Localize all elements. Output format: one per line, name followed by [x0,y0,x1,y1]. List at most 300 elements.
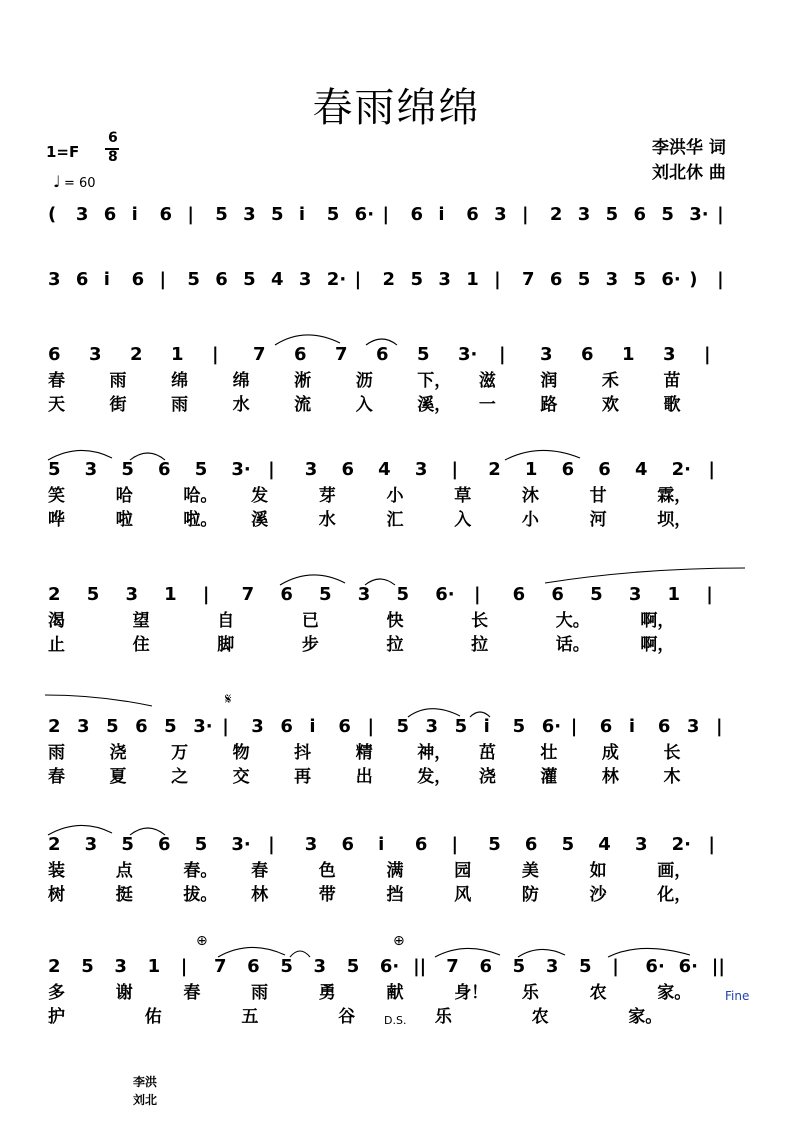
lyric-verse-1: 如 [589,861,607,881]
note: 6· [661,269,681,290]
lyric-verse-2: 挡 [386,885,404,905]
note: 1 [466,269,479,290]
note: 7 [241,584,255,605]
lyric-verse-1: 禾 [601,371,619,391]
note: 4 [378,459,391,480]
lyric-verse-2: 谷 [338,1007,356,1027]
barline: | [717,204,724,225]
lyric-verse-1: 啊， [640,611,675,631]
note: 5 [512,956,526,977]
coda-icon-2: ⊕ [393,933,405,949]
lyric-verse-2: 街 [109,395,127,415]
lyric-verse-2: 乐 [434,1007,452,1027]
barline: | [202,584,210,605]
note: 2 [382,269,396,290]
lyric-verse-2: 水 [232,395,250,415]
coda-icon: ⊕ [196,933,208,949]
note: 5 [215,204,228,225]
lyric-verse-1: 小 [386,486,404,506]
note: i [298,204,306,225]
note: i [628,716,635,737]
lyric-verse-2: 沙 [589,885,607,905]
lyric-verse-2: 话。 [555,635,590,655]
lyric-verse-2: 步 [301,635,319,655]
lyric-verse-2: 风 [454,885,472,905]
lyric-verse-1: 望 [132,611,150,631]
note: i [309,716,316,737]
note: 6· [354,204,375,225]
note: 5 [661,204,674,225]
barline: | [222,716,229,737]
note: 3 [634,834,648,855]
lyric-verse-2: 啊， [640,635,675,655]
note: 3 [304,459,318,480]
note: 3 [125,584,138,605]
note: i [438,204,445,225]
lyric-verse-2: 天 [48,395,65,415]
note: 5 [319,584,332,605]
note: 5 [106,716,119,737]
note: 1 [524,459,538,480]
barline: | [499,344,506,365]
note: 2· [671,459,691,480]
note: 7 [213,956,227,977]
note: 6· [645,956,665,977]
note: 6 [599,716,613,737]
barline: | [704,344,711,365]
lyric-verse-2: 流 [294,395,312,415]
lyric-verse-1: 雨 [109,371,127,391]
note: 7 [446,956,459,977]
lyric-verse-1: 绵 [171,371,189,391]
lyric-verse-1: 茁 [478,743,496,763]
lyric-verse-2: 夏 [109,767,127,787]
lyric-verse-2: 歌 [663,395,681,415]
lyric-verse-2: 住 [132,635,150,655]
barline: | [494,269,501,290]
lyric-verse-1: 春 [48,371,65,391]
note: 6 [338,716,351,737]
lyric-verse-1: 长 [663,743,681,763]
lyric-verse-2: 拉 [386,635,404,655]
lyric-verse-1: 春 [183,983,201,1003]
barline: | [180,956,188,977]
lyric-verse-1: 美 [521,861,539,881]
lyric-verse-2: 树 [48,885,65,905]
note: 3 [686,716,700,737]
barline: | [612,956,619,977]
lyric-verse-1: 长 [471,611,489,631]
note: 6 [376,344,389,365]
lyric-verse-2: 五 [241,1007,259,1027]
lyric-verse-2: 再 [294,767,312,787]
lyric-verse-1: 神， [417,743,452,763]
page-title: 春雨绵绵 [312,85,481,131]
lyric-verse-2: 发， [417,767,452,787]
note: 5 [346,956,360,977]
tempo-marking: = 60 [64,176,96,191]
note: 6 [561,459,575,480]
lyric-verse-1: 芽 [318,486,336,506]
lyric-verse-1: 淅 [294,371,312,391]
lyric-verse-1: 雨 [48,743,65,763]
lyric-verse-1: 农 [589,983,607,1003]
note: 6 [280,584,293,605]
lyric-verse-1: 多 [48,983,65,1003]
lyric-verse-2: 家。 [628,1007,663,1027]
lyric-verse-2: 路 [540,395,558,415]
note: 3 [425,716,439,737]
note: 6 [633,204,646,225]
barline: | [708,834,715,855]
note: 5 [396,584,410,605]
lyric-verse-2: 入 [355,395,373,415]
note: 5 [590,584,603,605]
lyric-verse-2: 水 [318,510,336,530]
lyric-verse-1: 下， [417,371,452,391]
note: 5 [561,834,575,855]
note: 3· [193,716,213,737]
note: 3 [357,584,371,605]
note: 3 [628,584,642,605]
lyric-verse-2: 挺 [115,885,133,905]
note: 5 [164,716,177,737]
lyric-verse-2: 小 [521,510,539,530]
lyric-verse-1: 色 [318,861,336,881]
note: 5 [81,956,94,977]
note: 6 [581,344,594,365]
barline: | [382,204,390,225]
lyric-verse-1: 身！ [454,983,489,1003]
lyric-verse-1: 画， [657,861,692,881]
barline: | [268,834,275,855]
note: 6 [103,204,117,225]
lyric-verse-2: 之 [171,767,189,787]
lyric-verse-2: 春 [48,767,65,787]
barline: || [711,956,725,977]
lyric-verse-2: 溪 [251,510,269,530]
lyric-verse-1: 点 [115,861,133,881]
note: ) [689,269,698,290]
lyric-verse-2: 河 [589,510,607,530]
note: 5 [121,834,134,855]
note: 6 [410,204,423,225]
lyric-verse-1: 哈 [115,486,133,506]
lyric-verse-1: 沐 [521,486,539,506]
lyric-verse-1: 草 [454,486,472,506]
lyric-verse-2: 交 [232,767,250,787]
lyric-verse-1: 满 [386,861,404,881]
lyric-verse-1: 物 [232,743,250,763]
note: 3 [89,344,102,365]
note: 5 [121,459,134,480]
lyric-verse-2: 林 [251,885,269,905]
note: 2 [130,344,143,365]
lyric-verse-1: 乐 [521,983,539,1003]
note: 1 [147,956,161,977]
lyric-verse-1: 苗 [663,371,681,391]
note: 6 [479,956,492,977]
note: 6 [280,716,293,737]
note: 2 [549,204,563,225]
lyric-verse-2: 佑 [144,1007,162,1027]
note: 3 [545,956,559,977]
lyric-verse-2: 拉 [471,635,489,655]
note: 3 [494,204,507,225]
note: 6 [414,834,428,855]
note: 3 [114,956,127,977]
time-signature-denominator: 8 [108,149,118,165]
note: i [483,716,490,737]
barline: | [159,269,167,290]
lyric-verse-2: 雨 [171,395,189,415]
lyric-verse-1: 已 [301,611,319,631]
lyric-verse-2: 汇 [386,510,404,530]
note: 6 [657,716,671,737]
note: 7 [253,344,266,365]
note: 5 [280,956,293,977]
note: 1 [622,344,635,365]
note: 3· [231,834,251,855]
lyric-verse-1: 家。 [657,983,692,1003]
lyric-verse-2: 林 [601,767,619,787]
note: 6 [598,459,611,480]
lyric-verse-1: 哈。 [183,486,218,506]
note: 5 [410,269,423,290]
note: 3 [438,269,451,290]
barline: | [354,269,362,290]
lyric-verse-2: 灌 [540,767,558,787]
fine-marking: Fine [725,989,750,1003]
note: 6· [678,956,698,977]
lyric-verse-2: 带 [318,885,336,905]
note: 2 [48,716,61,737]
note: 6 [75,269,89,290]
note: i [378,834,385,855]
lyricist-credit: 李洪华 词 [652,138,726,158]
note: 3 [84,459,98,480]
lyric-verse-1: 装 [48,861,65,881]
note: 1 [667,584,681,605]
note: 3· [458,344,478,365]
footer-lyricist: 李洪 [133,1075,158,1089]
barline: | [268,459,275,480]
note: 5 [194,459,208,480]
note: 2 [48,834,61,855]
barline: | [473,584,481,605]
note: 7 [335,344,348,365]
note: 5 [633,269,646,290]
note: 6 [466,204,479,225]
note: 3 [48,269,61,290]
note: 3 [663,344,676,365]
barline: | [212,344,219,365]
barline: | [570,716,578,737]
barline: || [413,956,427,977]
composer-credit: 刘北休 曲 [652,163,726,183]
lyric-verse-2: 欢 [601,395,619,415]
segno-icon: 𝄋 [225,690,232,708]
lyric-verse-1: 润 [540,371,558,391]
note: 4 [634,459,648,480]
lyric-verse-1: 壮 [540,743,558,763]
note: 6 [247,956,260,977]
note: 6· [379,956,400,977]
note: 6 [131,269,145,290]
note: 6 [549,269,563,290]
barline: | [451,834,459,855]
lyric-verse-2: 啦 [115,510,133,530]
lyric-verse-1: 谢 [115,983,133,1003]
note: 6 [48,344,61,365]
note: 3 [304,834,318,855]
note: 6· [541,716,562,737]
lyric-verse-2: 脚 [217,635,235,655]
lyric-verse-1: 滋 [478,371,496,391]
lyric-verse-1: 甘 [589,486,607,506]
key-signature: 1=F [46,143,80,161]
lyric-verse-1: 勇 [318,983,336,1003]
note: i [103,269,110,290]
note: 6 [158,459,171,480]
lyric-verse-1: 万 [171,743,189,763]
note: 3 [540,344,553,365]
lyric-verse-2: 护 [48,1007,65,1027]
note: 5 [48,459,61,480]
lyric-verse-1: 霖， [657,486,692,506]
note: 5 [326,204,340,225]
note: 5 [579,956,592,977]
note: 6 [341,459,354,480]
note: 3 [605,269,619,290]
footer-composer: 刘北 [133,1093,158,1107]
note: 6 [135,716,148,737]
note: 2 [488,459,501,480]
lyric-verse-2: 坝， [657,510,692,530]
note: 2· [326,269,347,290]
note: ( [48,204,57,225]
note: 3 [313,956,327,977]
lyric-verse-1: 抖 [294,743,312,763]
note: i [131,204,138,225]
note: 5 [512,716,526,737]
lyric-verse-2: 农 [531,1007,549,1027]
note: 3 [84,834,98,855]
lyric-verse-1: 大。 [555,611,590,631]
lyric-verse-1: 沥 [355,371,373,391]
note: 7 [521,269,535,290]
note: 6 [158,834,171,855]
note: 6 [341,834,354,855]
lyric-verse-1: 发 [251,486,269,506]
note: 5 [454,716,468,737]
note: 3 [251,716,264,737]
note: 4 [598,834,611,855]
note: 5 [417,344,430,365]
note: 5 [271,204,284,225]
barline: | [717,269,724,290]
time-signature-numerator: 6 [108,130,118,146]
note: 6 [524,834,538,855]
note: 6 [294,344,307,365]
note: 3· [231,459,251,480]
lyric-verse-1: 雨 [251,983,269,1003]
barline: | [367,716,375,737]
note: 2 [48,956,61,977]
lyric-verse-1: 浇 [109,743,127,763]
note: 2· [671,834,691,855]
lyric-verse-1: 园 [454,861,472,881]
note: 6 [512,584,526,605]
note: 5 [488,834,501,855]
lyric-verse-2: 哗 [48,510,65,530]
lyric-verse-2: 出 [355,767,373,787]
note: 3 [298,269,312,290]
lyric-verse-1: 笑 [48,486,65,506]
lyric-verse-1: 自 [217,611,235,631]
lyric-verse-1: 快 [386,611,404,631]
barline: | [451,459,459,480]
note: 6 [551,584,564,605]
note: 3· [689,204,709,225]
lyric-verse-1: 献 [386,983,404,1003]
note: 5 [194,834,208,855]
lyric-verse-1: 渴 [48,611,65,631]
lyric-verse-2: 木 [663,767,681,787]
note: 5 [396,716,410,737]
note: 5 [243,269,256,290]
note: 6 [215,269,228,290]
quarter-note-icon: ♩ [53,172,61,191]
note: 6· [435,584,455,605]
note: 3 [414,459,428,480]
note: 3 [75,204,89,225]
lyric-verse-1: 春。 [183,861,218,881]
barline: | [706,584,713,605]
lyric-verse-2: 防 [521,885,539,905]
barline: | [187,204,194,225]
lyric-verse-2: 入 [454,510,472,530]
lyric-verse-2: 化， [657,885,692,905]
lyric-verse-2: 浇 [478,767,496,787]
note: 2 [48,584,61,605]
note: 6 [159,204,173,225]
lyric-verse-2: 啦。 [183,510,218,530]
note: 5 [86,584,100,605]
lyric-verse-1: 成 [601,743,619,763]
note: 5 [577,269,591,290]
note: 3 [77,716,90,737]
note: 3 [243,204,256,225]
lyric-verse-2: 一 [478,395,496,415]
lyric-verse-2: 溪， [417,395,452,415]
note: 5 [187,269,200,290]
lyric-verse-1: 春 [251,861,269,881]
ds-marking: D.S. [384,1014,407,1027]
lyric-verse-2: 拔。 [183,885,218,905]
note: 4 [271,269,284,290]
note: 1 [171,344,184,365]
note: 5 [605,204,619,225]
barline: | [708,459,715,480]
lyric-verse-1: 精 [355,743,373,763]
barline: | [715,716,723,737]
barline: | [521,204,529,225]
note: 3 [577,204,591,225]
note: 1 [164,584,177,605]
lyric-verse-2: 止 [48,635,65,655]
lyric-verse-1: 绵 [232,371,250,391]
